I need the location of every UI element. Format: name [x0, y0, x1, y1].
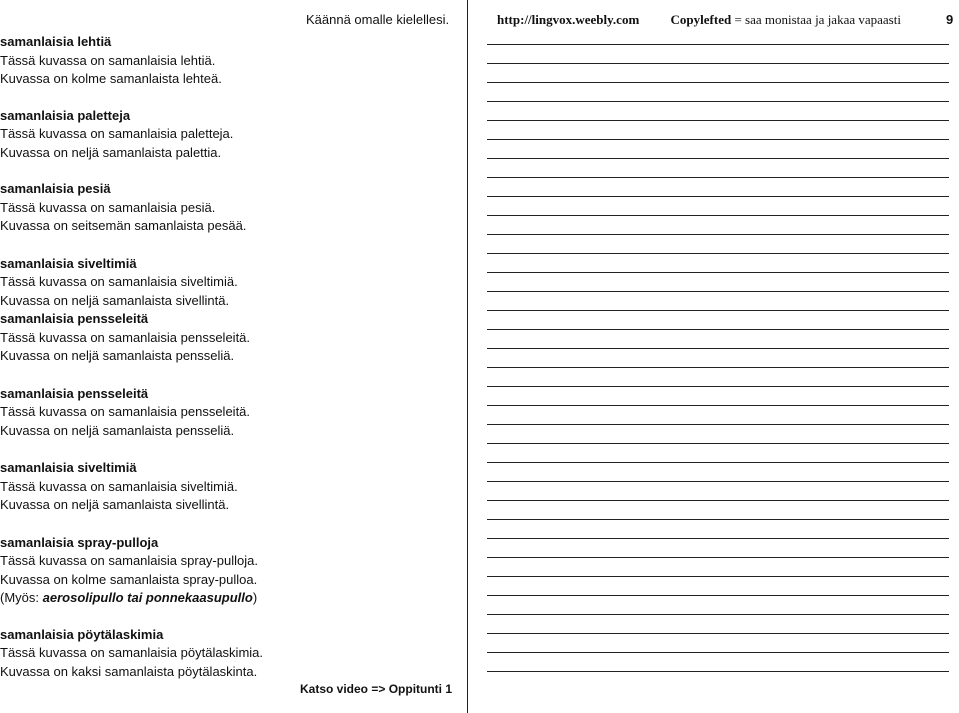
writing-line [487, 462, 949, 463]
writing-line [487, 44, 949, 45]
block-line: Tässä kuvassa on samanlaisia siveltimiä. [0, 478, 238, 494]
block-line: Kuvassa on neljä samanlaista sivellintä. [0, 497, 230, 512]
block-line: Kuvassa on neljä samanlaista sivellintä. [0, 292, 230, 308]
block-title: samanlaisia siveltimiä [0, 460, 137, 475]
block-line: Kuvassa on neljä samanlaista palettia. [0, 144, 222, 160]
page-number: 9 [946, 12, 954, 27]
block-line: Tässä kuvassa on samanlaisia pensseleitä. [0, 404, 251, 419]
writing-line [487, 595, 949, 596]
writing-line [487, 120, 949, 121]
writing-line [487, 272, 949, 273]
block-title: samanlaisia pensseleitä [0, 311, 149, 326]
extra-emphasis: aerosolipullo tai ponnekaasupullo [42, 590, 253, 605]
page-header [497, 12, 901, 28]
writing-line [487, 443, 949, 444]
extra-prefix: (Myös: [0, 590, 43, 605]
writing-line [487, 481, 949, 482]
writing-line [487, 386, 949, 387]
writing-line [487, 82, 949, 83]
block-line: Tässä kuvassa on samanlaisia lehtiä. [0, 52, 216, 68]
block-title: samanlaisia pensseleitä [0, 385, 149, 401]
writing-line [487, 234, 949, 235]
block-line: Kuvassa on kaksi samanlaista pöytälaskinta. [0, 663, 258, 679]
writing-line [487, 633, 949, 634]
writing-line [487, 519, 949, 520]
writing-line [487, 139, 949, 140]
text-block [0, 255, 460, 311]
extra-suffix: ) [252, 590, 258, 605]
block-title: samanlaisia lehtiä [0, 34, 112, 49]
text-block [0, 385, 460, 441]
writing-line [487, 196, 949, 197]
writing-line [487, 177, 949, 178]
writing-line [487, 424, 949, 425]
block-line: Tässä kuvassa on samanlaisia spray-pulloja. [0, 553, 258, 568]
video-link[interactable]: Katso video => Oppitunti 1 [300, 682, 453, 696]
writing-line [487, 614, 949, 615]
block-title: samanlaisia paletteja [0, 107, 131, 123]
block-line: Tässä kuvassa on samanlaisia pöytälaskimia. [0, 645, 264, 660]
writing-line [487, 215, 949, 216]
block-title: samanlaisia siveltimiä [0, 255, 137, 271]
block-line: Tässä kuvassa on samanlaisia siveltimiä. [0, 274, 238, 289]
writing-line [487, 253, 949, 254]
writing-line [487, 348, 949, 349]
writing-line [487, 310, 949, 311]
text-block [0, 459, 460, 515]
writing-line [487, 576, 949, 577]
column-divider [467, 0, 468, 713]
block-line: Kuvassa on kolme samanlaista lehteä. [0, 71, 222, 86]
copyleft-label: Copylefted [670, 12, 732, 27]
text-block [0, 107, 460, 163]
writing-line [487, 158, 949, 159]
block-title: samanlaisia spray-pulloja [0, 534, 159, 550]
block-extra-line [0, 589, 460, 608]
writing-line [487, 500, 949, 501]
block-line: Tässä kuvassa on samanlaisia paletteja. [0, 126, 234, 141]
writing-line [487, 652, 949, 653]
writing-line [487, 329, 949, 330]
writing-line [487, 538, 949, 539]
text-block [0, 180, 460, 236]
block-line: Kuvassa on kolme samanlaista spray-pulloa. [0, 571, 258, 587]
translate-instruction: Käännä omalle kielellesi. [306, 12, 450, 27]
writing-line [487, 671, 949, 672]
copyleft-text: = saa monistaa ja jakaa vapaasti [731, 12, 901, 27]
writing-line [487, 291, 949, 292]
block-line: Tässä kuvassa on samanlaisia pesiä. [0, 199, 216, 215]
text-block [0, 310, 460, 366]
text-column [0, 33, 460, 681]
block-line: Tässä kuvassa on samanlaisia pensseleitä. [0, 329, 251, 345]
block-title: samanlaisia pöytälaskimia [0, 626, 164, 642]
block-line: Kuvassa on seitsemän samanlaista pesää. [0, 218, 247, 233]
writing-line [487, 63, 949, 64]
block-title: samanlaisia pesiä [0, 181, 111, 196]
writing-line [487, 405, 949, 406]
block-line: Kuvassa on neljä samanlaista pensseliä. [0, 348, 235, 363]
block-line: Kuvassa on neljä samanlaista pensseliä. [0, 422, 235, 438]
text-block [0, 33, 460, 89]
writing-line [487, 367, 949, 368]
text-block [0, 534, 460, 608]
text-block [0, 626, 460, 682]
writing-lines [487, 44, 949, 690]
site-url-link[interactable]: http://lingvox.weebly.com [497, 12, 640, 27]
writing-line [487, 557, 949, 558]
writing-line [487, 101, 949, 102]
